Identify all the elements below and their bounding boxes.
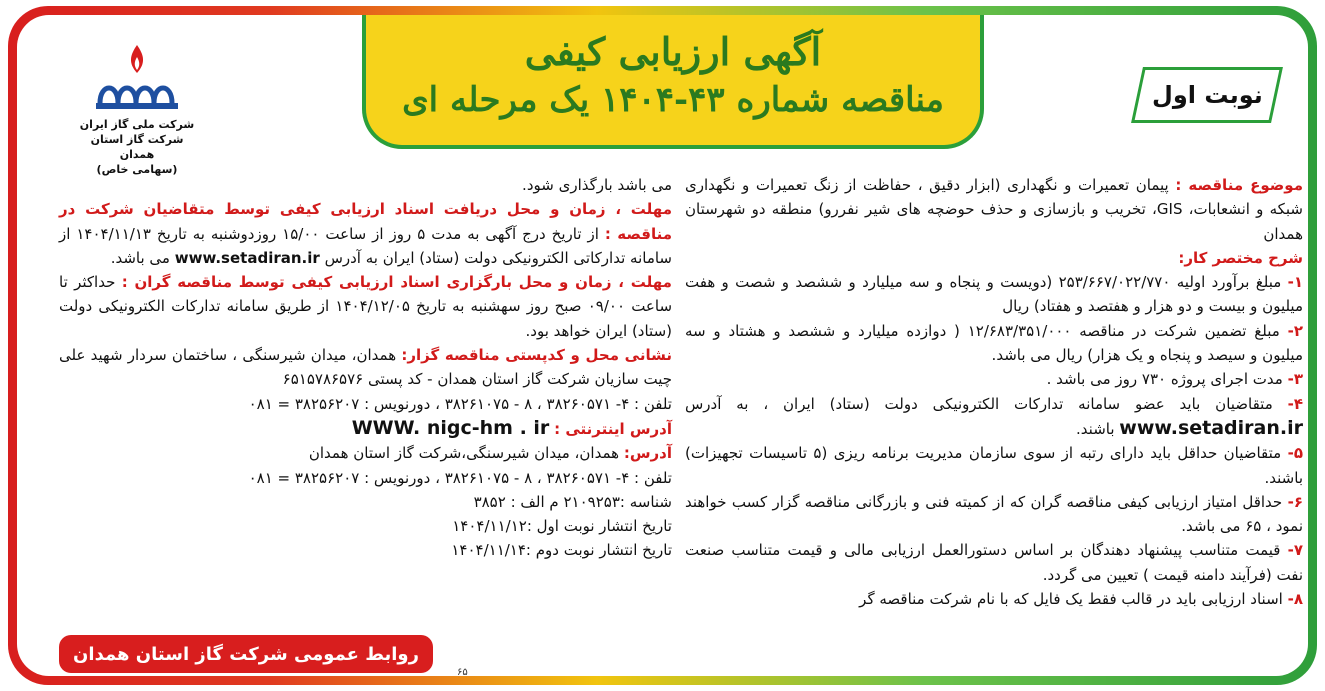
logo-line3: (سهامی خاص) <box>96 163 178 176</box>
item-6-text: حداقل امتیاز ارزیابی کیفی مناقصه گران که از کمیته فنی و بازرگانی مناقصه گزار کسب خواهند نمود ، ۶۵ می باشد. <box>685 492 1303 536</box>
round-badge <box>1131 67 1283 123</box>
item-6-number: ۶- <box>1287 492 1303 511</box>
deadline1-label: مهلت ، زمان و محل دریافت اسناد ارزیابی کیفی توسط متقاضیان شرکت در مناقصه : <box>59 200 672 243</box>
internet-paragraph <box>59 416 672 441</box>
item-4-end: باشند. <box>1076 419 1115 438</box>
item-2-text: مبلغ تضمین شرکت در مناقصه ۱۲/۶۸۳/۳۵۱/۰۰۰ ( دوازده میلیارد و ششصد و هشتاد و سه میلیون و سیصد و پنجاه و یک هزار) ریال می باشد. <box>685 321 1303 365</box>
item-5 <box>685 441 1303 490</box>
subject-paragraph <box>685 173 1303 246</box>
item-6 <box>685 490 1303 539</box>
item-1-number: ۱- <box>1287 273 1303 292</box>
deadline2-paragraph <box>59 270 672 343</box>
gas-flame-logo-icon <box>92 43 182 113</box>
item-3-number: ۳- <box>1287 370 1303 389</box>
internet-label: آدرس اینترنتی : <box>554 419 672 438</box>
company-website-link[interactable]: WWW. nigc-hm . ir <box>351 416 550 439</box>
address2-text: همدان، میدان شیرسنگی،شرکت گاز استان همدان <box>308 444 620 463</box>
summary-label: شرح مختصر کار: <box>1178 248 1303 267</box>
deadline1-text: از تاریخ درج آگهی به مدت ۵ روز از ساعت ۱۵/۰۰ روزدوشنبه به تاریخ ۱۴۰۴/۱۱/۱۳ از سامانه تدارکاتی الکترونیکی دولت (ستاد) ایران به آدرس <box>59 224 672 267</box>
public-relations-banner: روابط عمومی شرکت گاز استان همدان <box>59 635 433 673</box>
address2-label: آدرس: <box>623 444 672 463</box>
address2-paragraph <box>59 441 672 465</box>
deadline1-link[interactable]: www.setadiran.ir <box>174 248 320 267</box>
setad-link[interactable]: www.setadiran.ir <box>1119 416 1303 439</box>
id-line: شناسه :۲۱۰۹۲۵۳ م الف : ۳۸۵۲ <box>473 492 672 511</box>
ad-frame <box>8 6 1317 685</box>
deadline2-label: مهلت ، زمان و محل بارگزاری اسناد ارزیابی کیفی توسط مناقصه گران : <box>121 273 672 292</box>
item-7 <box>685 538 1303 587</box>
subject-text: پیمان تعمیرات و نگهداری (ابزار دقیق ، حفاظت از زنگ تعمیرات و نگهداری شبکه و انشعابات، GIS، تخریب و بازسازی و حذف حوضچه های شیر نفررو) منطقه دو شهرستان همدان <box>685 176 1303 243</box>
continuation-text: می باشد بارگذاری شود. <box>522 176 672 194</box>
address1-label: نشانی محل و کدپستی مناقصه گزار: <box>401 346 672 365</box>
deadline2-text: حداکثر تا ساعت ۰۹/۰۰ صبح روز سهشنبه به تاریخ ۱۴۰۴/۱۲/۰۵ از طریق سامانه تدارکات الکترونیکی دولت (ستاد) ایران خواهد بود. <box>59 273 673 340</box>
round-label: نوبت اول <box>1151 81 1263 109</box>
address1-paragraph <box>59 343 672 392</box>
logo-line1: شرکت ملی گاز ایران <box>79 118 195 131</box>
item-7-number: ۷- <box>1287 541 1303 560</box>
item-3-text: مدت اجرای پروژه ۷۳۰ روز می باشد . <box>1046 370 1283 389</box>
item-1 <box>685 270 1303 319</box>
right-column <box>685 173 1303 611</box>
item-3 <box>685 367 1303 391</box>
item-7-text: قیمت متناسب پیشنهاد دهندگان بر اساس دستورالعمل ارزیابی مالی و قیمت متناسب صنعت نفت (فرآیند دامنه قیمت ) تعیین می گردد. <box>685 541 1303 584</box>
item-4 <box>685 392 1303 442</box>
left-column <box>59 173 672 563</box>
deadline1-end: می باشد. <box>110 248 170 267</box>
item-8 <box>685 587 1303 611</box>
item-5-number: ۵- <box>1287 444 1303 463</box>
deadline1-paragraph <box>59 197 672 270</box>
phone-line-2: تلفن : ۴- ۳۸۲۶۰۵۷۱ ، ۸ - ۳۸۲۶۱۰۷۵ ، دورنویس : ۳۸۲۵۶۲۰۷ = ۰۸۱ <box>248 468 672 487</box>
page-number: ۶۵ <box>457 667 468 676</box>
ad-body <box>17 15 1308 676</box>
publish-date-1: تاریخ انتشار نوبت اول :۱۴۰۴/۱۱/۱۲ <box>452 517 672 536</box>
item-5-text: متقاضیان حداقل باید دارای رتبه از سوی سازمان مدیریت برنامه ریزی (۵ تاسیسات تجهیزات) باشند. <box>685 444 1303 487</box>
item-4-number: ۴- <box>1287 394 1303 413</box>
subject-label: موضوع مناقصه : <box>1175 176 1303 194</box>
item-2-number: ۲- <box>1287 321 1303 340</box>
phone-line-1: تلفن : ۴- ۳۸۲۶۰۵۷۱ ، ۸ - ۳۸۲۶۱۰۷۵ ، دورنویس : ۳۸۲۵۶۲۰۷ = ۰۸۱ <box>248 394 672 413</box>
item-8-number: ۸- <box>1287 590 1303 609</box>
header-title-line2: مناقصه شماره ۴۳-۱۴۰۴ یک مرحله ای <box>402 80 944 120</box>
publish-date-2: تاریخ انتشار نوبت دوم :۱۴۰۴/۱۱/۱۴ <box>451 541 672 560</box>
company-logo <box>77 43 197 177</box>
logo-line2: شرکت گاز استان همدان <box>90 133 184 161</box>
header-title-line1: آگهی ارزیابی کیفی <box>524 29 822 74</box>
item-2 <box>685 319 1303 368</box>
address1-text: همدان، میدان شیرسنگی ، ساختمان سردار شهید علی چیت سازیان شرکت گاز استان همدان - کد پستی ۶۵۱۵۷۸۶۵۷۶ <box>59 346 672 389</box>
item-4-text: متقاضیان باید عضو سامانه تدارکات الکترونیکی دولت (ستاد) ایران ، به آدرس <box>685 394 1273 413</box>
item-8-text: اسناد ارزیابی باید در قالب فقط یک فایل که با نام شرکت مناقصه گر <box>859 590 1283 609</box>
item-1-text: مبلغ برآورد اولیه ۲۵۳/۶۶۷/۰۲۲/۷۷۰ (دویست و پنجاه و سه میلیارد و ششصد و شصت و هفت میلیون و بیست و دو هزار و هفتصد و هفتاد) ریال <box>685 273 1303 316</box>
ad-header <box>362 15 984 149</box>
